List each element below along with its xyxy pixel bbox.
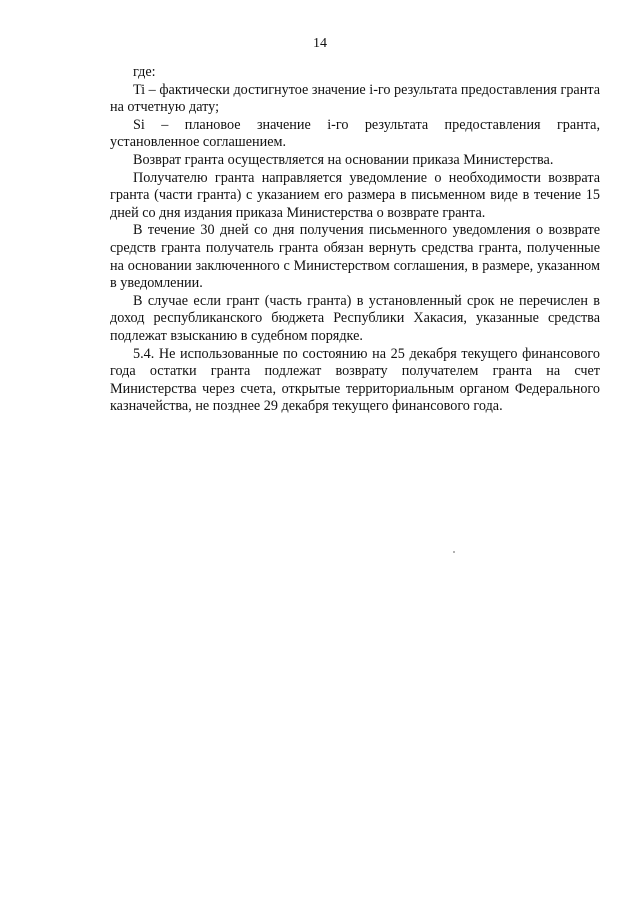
page-number: 14	[313, 36, 327, 51]
scan-artifact	[453, 551, 455, 553]
document-body	[110, 64, 600, 416]
paragraph-section-5-4: 5.4. Не использованные по состоянию на 25 декабря текущего финансового года остатки гранта подлежат возврату получателем гранта на счет Министерства через счета, открытые территориальным органом Федерального казначейства, не позднее 29 декабря текущего финансового года.	[110, 345, 600, 415]
paragraph-return-deadline: В течение 30 дней со дня получения письменного уведомления о возврате средств гранта получатель гранта обязан вернуть средства гранта, полученные на основании заключенного с Министерством соглашения, в размере, указанном в уведомлении.	[110, 222, 600, 292]
paragraph-notification: Получателю гранта направляется уведомление о необходимости возврата гранта (части гранта) с указанием его размера в письменном виде в течение 15 дней со дня издания приказа Министерства о возврате гранта.	[110, 169, 600, 221]
paragraph-court-recovery: В случае если грант (часть гранта) в установленный срок не перечислен в доход республиканского бюджета Республики Хакасия, указанные средства подлежат взысканию в судебном порядке.	[110, 292, 600, 344]
paragraph-grant-return-basis: Возврат гранта осуществляется на основании приказа Министерства.	[133, 151, 554, 168]
paragraph-ti-definition: Ti – фактически достигнутое значение i-го результата предоставления гранта на отчетную дату;	[110, 81, 600, 116]
paragraph-si-definition: Si – плановое значение i-го результата предоставления гранта, установленное соглашением.	[110, 116, 600, 151]
paragraph-where: где:	[133, 64, 156, 80]
